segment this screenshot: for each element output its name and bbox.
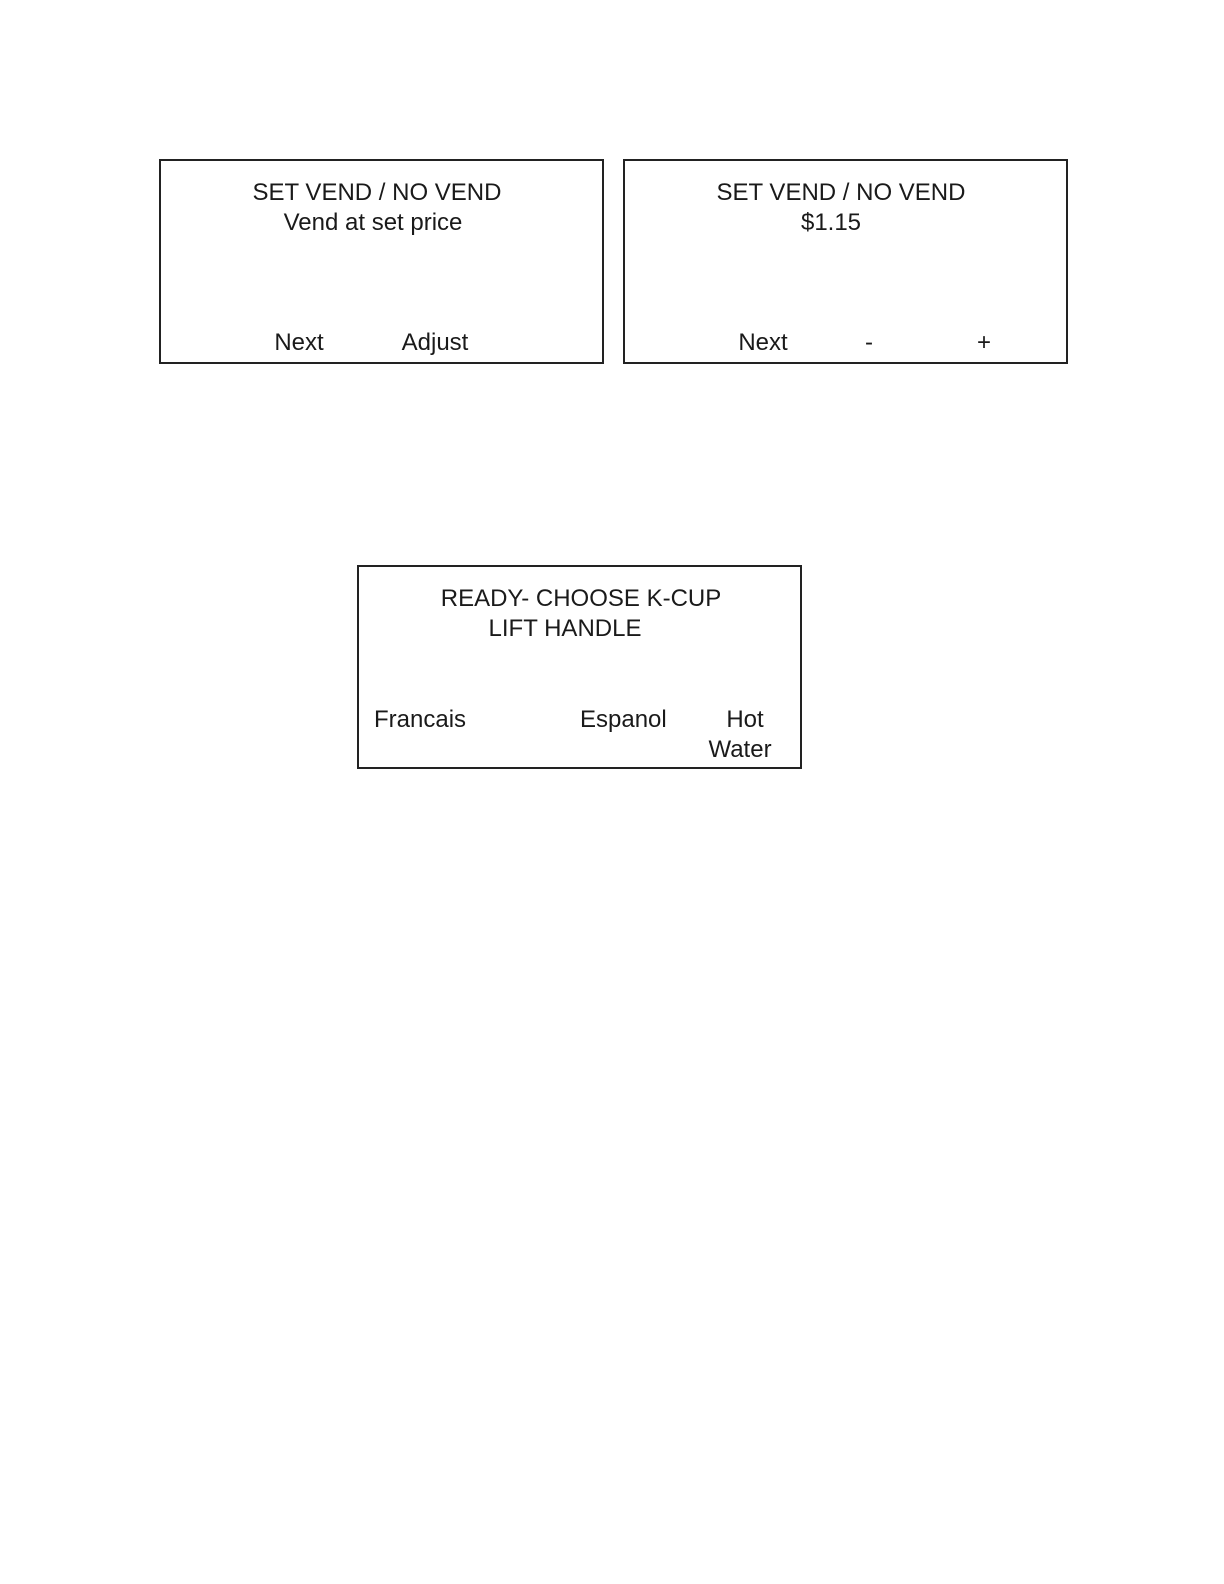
ready-instruction: LIFT HANDLE (488, 615, 642, 642)
decrease-softkey[interactable]: - (865, 329, 873, 356)
screen-title: SET VEND / NO VEND (252, 179, 502, 206)
adjust-softkey[interactable]: Adjust (401, 329, 469, 356)
display-screen-vend-mode (159, 159, 604, 364)
espanol-softkey[interactable]: Espanol (580, 706, 667, 733)
hot-water-softkey-line2[interactable]: Water (708, 736, 772, 763)
display-screen-ready (357, 565, 802, 769)
screen-title: READY- CHOOSE K-CUP (440, 585, 722, 612)
next-softkey[interactable]: Next (738, 329, 788, 356)
francais-softkey[interactable]: Francais (374, 706, 467, 733)
vend-price-value: $1.15 (800, 209, 862, 236)
display-screen-vend-price (623, 159, 1068, 364)
screen-title: SET VEND / NO VEND (716, 179, 966, 206)
next-softkey[interactable]: Next (274, 329, 324, 356)
increase-softkey[interactable]: + (976, 329, 992, 356)
hot-water-softkey-line1[interactable]: Hot (726, 706, 764, 733)
vend-mode-value: Vend at set price (283, 209, 463, 236)
